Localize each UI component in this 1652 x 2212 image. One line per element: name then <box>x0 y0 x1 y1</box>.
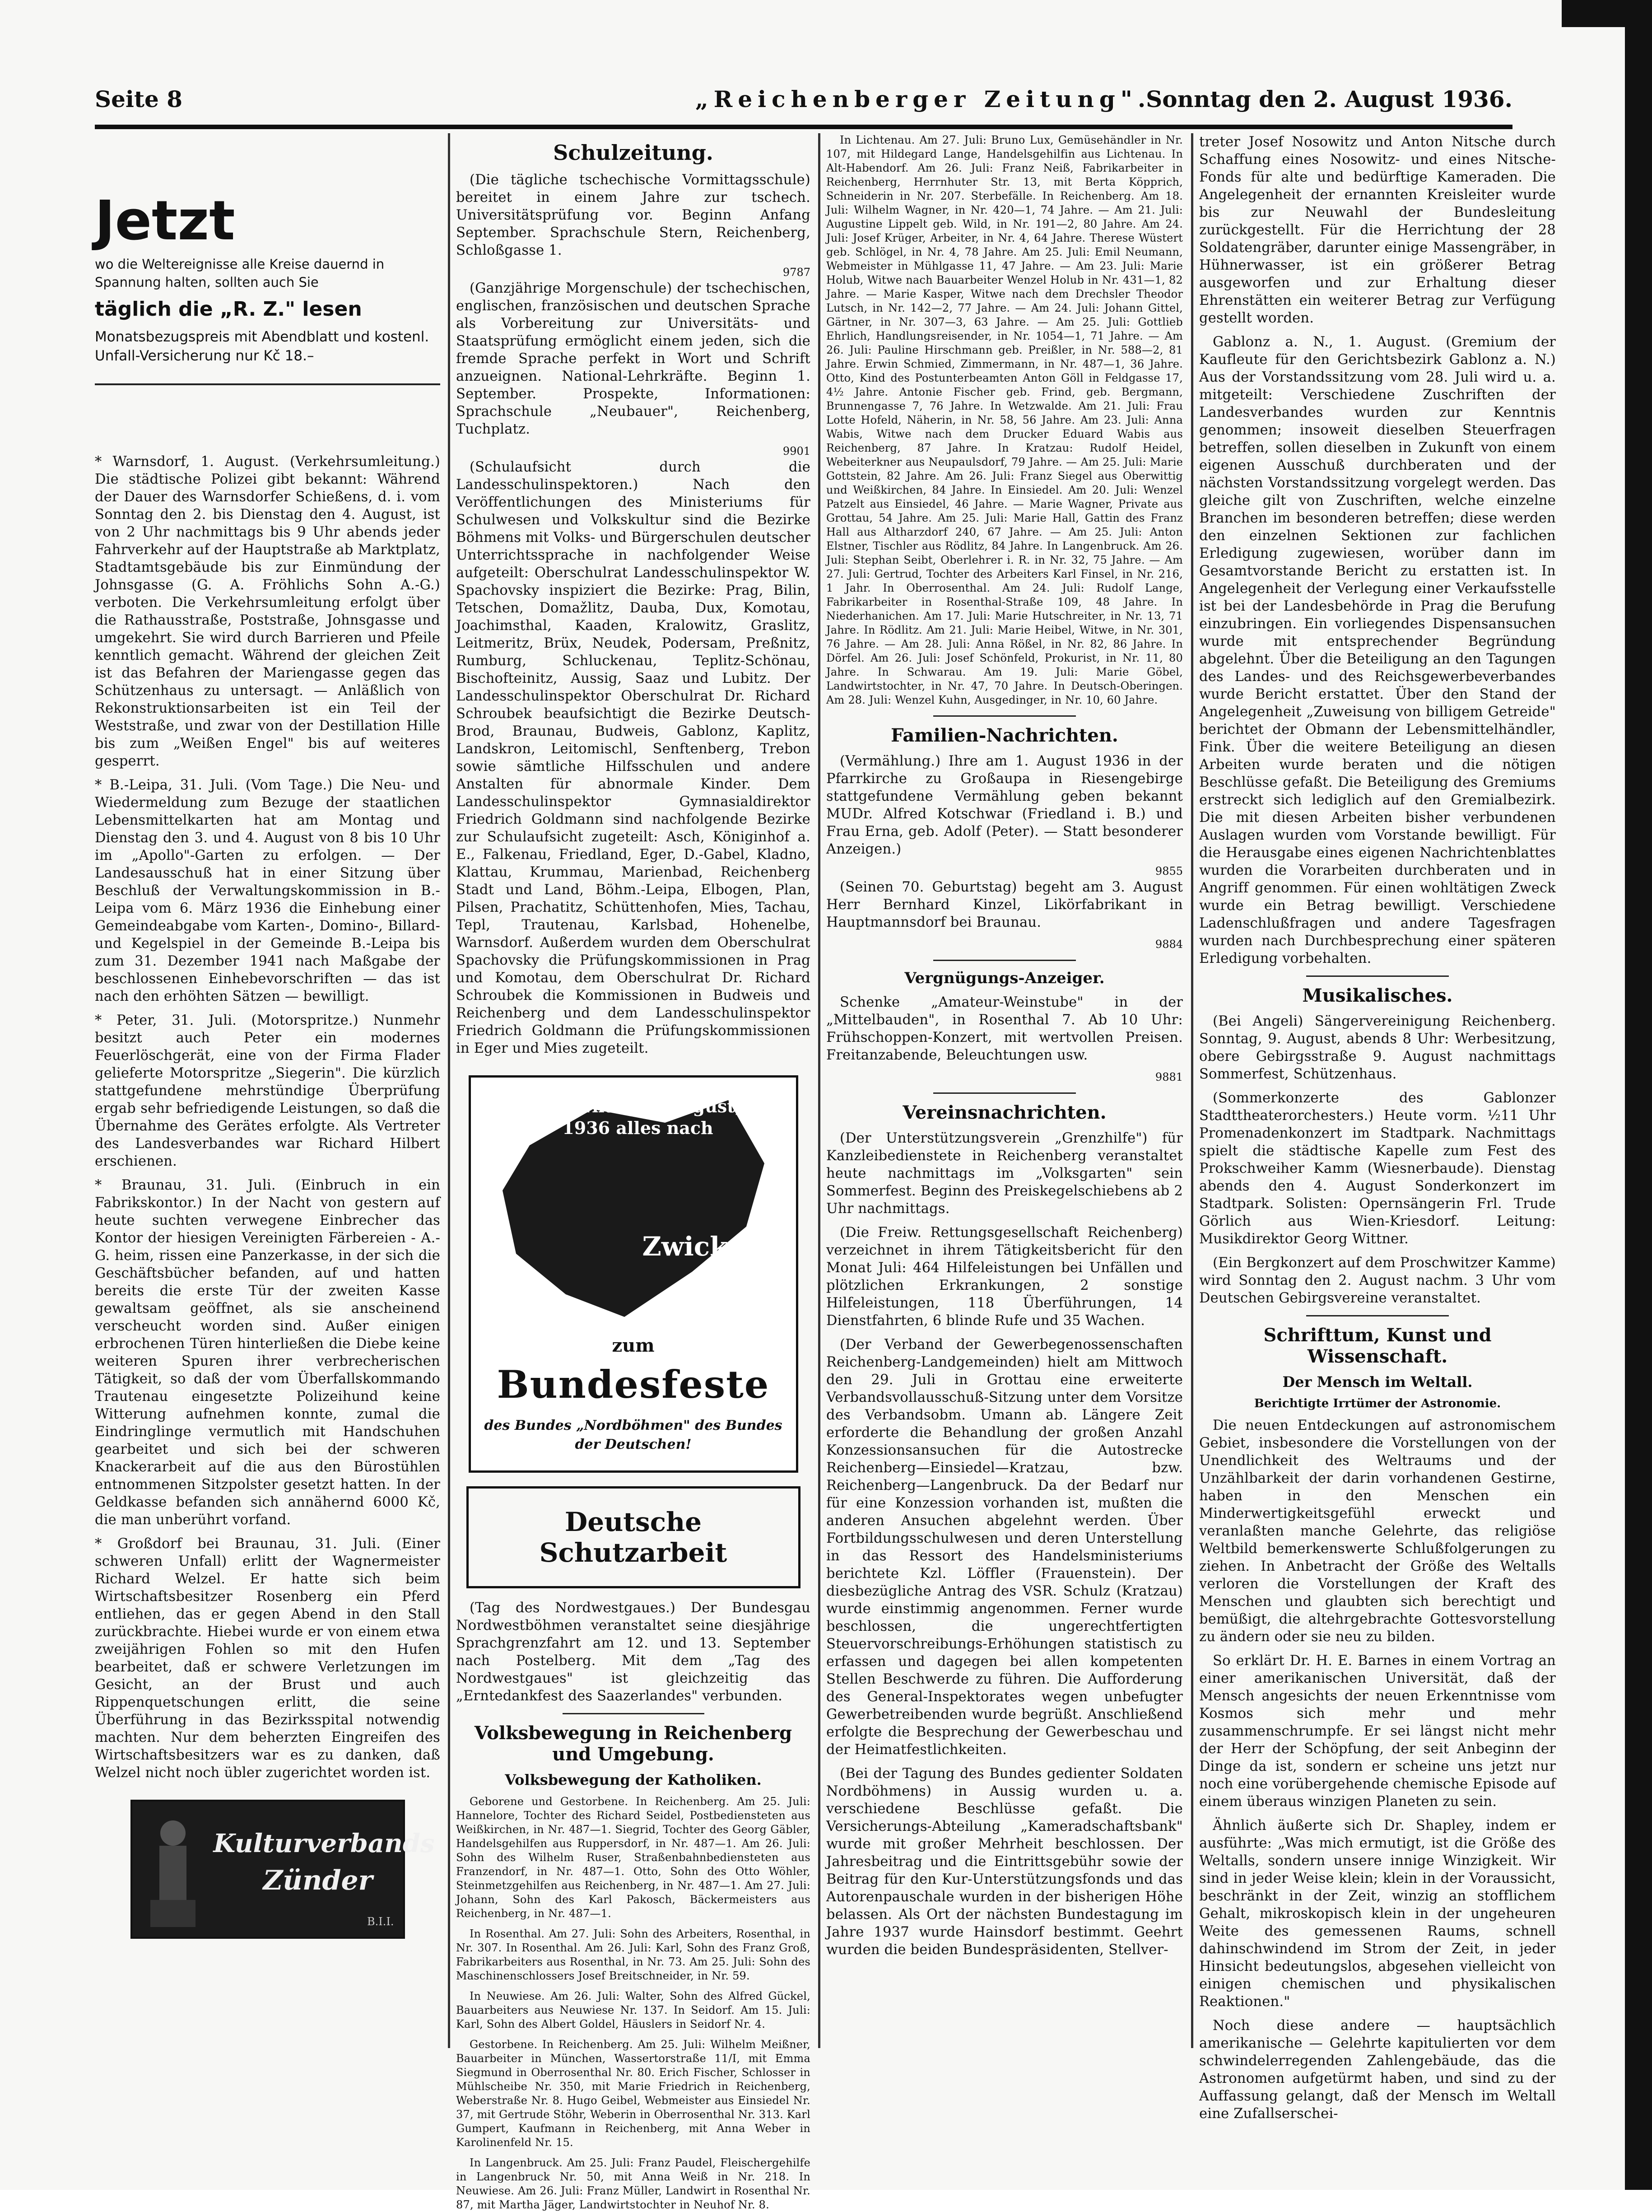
column-divider <box>1191 133 1193 2048</box>
article-rettungsgesellschaft: (Die Freiw. Rettungsgesellschaft Reichenberg) verzeichnet in ihrem Tätigkeitsbericht für den Monat Juli: 464 Hilfeleistungen bei Unfällen und plötzlichen Erkrankungen, 2 sonstige Hilfeleistungen, 118 Überführungen, 14 Dienstfahrten, 6 blinde Rufe und 35 Wachen. <box>826 1225 1183 1329</box>
scan-edge-right <box>1625 0 1652 2190</box>
ad-sub: des Bundes „Nordböhmen" des Bundes der Deutschen! <box>484 1418 782 1452</box>
separator <box>933 1092 1076 1094</box>
ad-line3: Monatsbezugspreis mit Abendblatt und kostenl. Unfall-Versicherung nur Kč 18.– <box>95 329 429 364</box>
notice-geburtstag: (Seinen 70. Geburtstag) begeht am 3. August Herr Bernhard Kinzel, Likörfabrikant in Hauptmannsdorf bei Braunau. <box>826 879 1183 930</box>
ad-bundesfeste: Bundesfeste <box>497 1362 770 1407</box>
article-schulaufsicht: (Schulaufsicht durch die Landesschulinspektoren.) Nach den Veröffentlichungen des Ministeriums für Schulwesen und Volkskultur sind die Bezirke Böhmens mit Volks- und Bürgerschulen deutscher Unterrichtssprache in nachfolgender Weise aufgeteilt: Oberschulrat Landesschulinspektor W. Spachovsky inspiziert die Bezirke: Prag, Bilin, Tetschen, Domažlitz, Dauba, Dux, Komotau, Joachimsthal, Kaaden, Kralowitz, Graslitz, Leitmeritz, Brüx, Neudek, Podersam, Preßnitz, Rumburg, Schluckenau, Teplitz-Schönau, Bischofteinitz, Aussig, Saaz und Lubitz. Der Landesschulinspektor Oberschulrat Dr. Richard Schroubek beaufsichtigt die Bezirke Deutsch-Brod, Braunau, Budweis, Gablonz, Kaplitz, Landskron, Leitomischl, Senftenberg, Trebon sowie sämtliche Hilfsschulen und andere Anstalten für abnormale Kinder. Dem Landesschulinspektor Gymnasialdirektor Friedrich Goldmann sind nachfolgende Bezirke zur Schulaufsicht zugeteilt: Asch, Königinhof a. E., Falkenau, Friedland, Eger, D.-Gabel, Kladno, Klattau, Krummau, Marienbad, Reichenberg Stadt und Land, Böhm.-Leipa, Elbogen, Plan, Pilsen, Prachatitz, Schüttenhofen, Mies, Tachau, Tepl, Trautenau, Karlsbad, Hohenelbe, Warnsdorf. Außerdem wurden dem Oberschulrat Spachovsky die Prüfungskommissionen in Prag und Komotau, dem Oberschulrat Dr. Richard Schroubek die Kommissionen in Budweis und Reichenberg und dem Landesschulinspektor Friedrich Goldmann die Prüfungskommissionen in Eger und Mies zugeteilt. <box>456 459 810 1056</box>
ad-date-text: Am Erntings (August) 1936 alles nach <box>532 1096 743 1138</box>
article-gablonz: Gablonz a. N., 1. August. (Gremium der Kaufleute für den Gerichtsbezirk Gablonz a. N.) Aus der Vorstandssitzung vom 28. Juli wird u. a. mitgeteilt: Verschiedene Zuschriften der Landesverbandes wurden zur Kenntnis genommen; insoweit dieselben Steuerfragen betreffen, sollen dieselben in Zukunft von einem eigenen Ausschuß durchberaten und der nächsten Vorstandssitzung vorgelegt werden. Das gleiche gilt von Zuschriften, welche einzelne Branchen im besonderen betreffen; diese werden den einzelnen Sektionen zur fachlichen Erledigung zugewiesen, worüber dann im Gesamtvorstande Bericht zu erstatten ist. In Angelegenheit der Verlegung einer Verkaufsstelle ist bei der Landesbehörde in Prag die Berufung einzubringen. Ein vorliegendes Dispensansuchen wurde mit entsprechender Begründung abgelehnt. Über die Beteiligung an den Tagungen des Landes- und des Reichsgewerbeverbandes wurde Bericht erstattet. Über den Stand der Angelegenheit „Zuweisung von billigem Getreide" berichtet der Obmann der Lebensmittelhändler, Fink. Über die weitere Beteiligung an diesen Arbeiten wurde beraten und die nötigen Beschlüsse gefaßt. Die Beteiligung des Gremiums erstreckt sich lediglich auf den Gremialbezirk. Die mit diesen Arbeiten bisher verbundenen Auslagen wurden vom Vorstande bewilligt. Für die Herausgabe eines eigenen Nachrichtenblattes wurden die Vorarbeiten durchberaten und in Angriff genommen. Für einen wohltätigen Zweck wurde ein Betrag bewilligt. Verschiedene Ladenschlußfragen und andere Tagesfragen wurden nach Durchbesprechung einer späteren Erledigung vorbehalten. <box>1199 334 1556 966</box>
section-heading-schutzarbeit: Deutsche Schutzarbeit <box>466 1486 800 1588</box>
ad-line2: täglich die „R. Z." lesen <box>95 298 362 321</box>
section-heading-volksbewegung: Volksbewegung in Reichenberg und Umgebung. <box>474 1722 792 1765</box>
article-gewerbegenossenschaften: (Der Verband der Gewerbegenossenschaften Reichenberg-Landgemeinden) hielt am Mittwoch den 29. Juli in Grottau eine erweiterte Verbandsvollausschuß-Sitzung unter dem Vorsitze des Verbandsobm. Umann ab. Längere Zeit erforderte die Behandlung der großen Anzahl Konzessionsansuchen für die Autostrecke Reichenberg—Einsiedel—Kratzau, bzw. Reichenberg—Langenbruck. Da der Bedarf nur für eine Konzession vorhanden ist, mußten die anderen Ansuchen abgelehnt werden. Über Fortbildungsschulwesen und deren Unterstellung in das Ressort des Handelsministeriums berichtete Kzl. Löffler (Frauenstein). Der diesbezügliche Antrag des VSR. Schulz (Kratzau) wurde einstimmig angenommen. Ferner wurde beschlossen, die ungerechtfertigten Steuervorschreibungs-Erhöhungen statistisch zu erfassen und dagegen bei allen kompetenten Stellen Beschwerde zu führen. Die Aufforderung des General-Inspektorates wegen unbefugter Gewerbetreibenden wurde begrüßt. Anschließend erfolgte die Besprechung der Gewerbeschau und der Heimatfestlichkeiten. <box>826 1337 1183 1758</box>
column-2 <box>456 133 810 2211</box>
article-weltall-p1: Die neuen Entdeckungen auf astronomischem Gebiet, insbesondere die Vorstellungen von der Unendlichkeit des Weltraums und der Unzählbarkeit der darin vorhandenen Gestirne, haben in den Menschen ein Minderwertigkeitsgefühl erweckt und veranlaßten manche Gelehrte, das religiöse Weltbild bemerkenswerte Schlußfolgerungen zu ziehen. In Anbetracht der Größe des Weltalls verloren die Vorstellungen der Kraft des Menschen und glaubten sich berechtigt und bemüßigt, die altehrgebrachte Gottesvorstellung zu ändern oder sie neu zu bilden. <box>1199 1418 1556 1645</box>
ad-city: Zwickau <box>642 1231 764 1262</box>
ad-title2: Zünder <box>263 1865 373 1896</box>
notice-vergnuegung: Schenke „Amateur-Weinstube" in der „Mittelbauden", in Rosenthal 7. Ab 10 Uhr: Frühschoppen-Konzert, mit wertvollen Preisen. Freitanzabende, Beleuchtungen usw. <box>826 994 1183 1063</box>
header-rule <box>95 125 1512 129</box>
column-divider <box>818 133 820 2048</box>
vital-records: Geborene und Gestorbene. In Reichenberg. Am 25. Juli: Hannelore, Tochter des Richard Seidel, Postbediensteten aus Weißkirchen, in Nr. 487—1. Siegrid, Tochter des Georg Gäbler, Handelsgehilfen aus Ruppersdorf, in Nr. 487—1. Am 26. Juli: Sohn des Wilhelm Ruser, Straßenbahnbediensteten aus Franzendorf, in Nr. 487—1. Otto, Sohn des Otto Wöhler, Steinmetzgehilfen aus Reichenberg, in Nr. 487—1. Am 27. Juli: Johann, Sohn des Karl Pakosch, Bäckermeisters aus Reichenberg, in Nr. 487—1. <box>456 1795 810 1920</box>
article-bleipa: * B.-Leipa, 31. Juli. (Vom Tage.) Die Neu- und Wiedermeldung zum Bezuge der staatlichen Lebensmittelkarten hat am Montag und Dienstag den 3. und 4. August von 8 bis 10 Uhr im „Apollo"-Garten zu erfolgen. — Der Landesausschuß hat in einer Sitzung über Beschluß der Verwaltungskommission in B.-Leipa vom 6. März 1936 die Einhebung einer Gemeindeabgabe vom Karten-, Domino-, Billard- und Kegelspiel in der Gemeinde B.-Leipa bis zum 31. Dezember 1941 nach Maßgabe der beschlossenen Einhebevorschriften — das ist nach den erhöhten Sätzen — bewilligt. <box>95 777 440 1004</box>
bundesfest-ad <box>469 1075 798 1473</box>
subheading-astronomie: Berichtigte Irrtümer der Astronomie. <box>1254 1397 1501 1410</box>
article-grossdorf: * Großdorf bei Braunau, 31. Juli. (Einer schweren Unfall) erlitt der Wagnermeister Richard Welzel. Er hatte sich beim Wirtschaftsbesitzer Rosenberg ein Pferd entliehen, das er gegen Abend in den Stall zurückbrachte. Hiebei wurde er von einem etwa zweijährigen Fohlen so mit den Hufen bearbeitet, daß er schwere Verletzungen im Gesicht, an der Brust und auch Rippenquetschungen erlitt, die seine Überführung in das Bezirksspital notwendig machten. Nur dem beherzten Eingreifen des Wirtschaftsbesitzers war es zu danken, daß Welzel nicht noch übler zugerichtet worden ist. <box>95 1536 440 1781</box>
separator <box>563 1713 704 1714</box>
section-heading-familien: Familien-Nachrichten. <box>891 725 1118 746</box>
article-soldatenbund: (Bei der Tagung des Bundes gedienter Soldaten Nordböhmens) in Aussig wurden u. a. verschiedene Beschlüsse gefaßt. Die Versicherungs-Abteilung „Kameradschaftsbank" wurde mit großer Mehrheit beschlossen. Der Jahresbeitrag und die Eintrittsgebühr sowie der Beitrag für den Kur-Unterstützungsfonds und das Autorenpauschale wurden in der bisherigen Höhe belassen. Als Ort der nächsten Bundestagung im Jahre 1937 wurde Hainsdorf bestimmt. Geehrt wurden die beiden Bundespräsidenten, Stellver- <box>826 1766 1183 1958</box>
article-peter: * Peter, 31. Juli. (Motorspritze.) Nunmehr besitzt auch Peter ein modernes Feuerlöschgerät, eine von der Firma Flader gelieferte Motorspritze „Siegerin". Die kürzlich stattgefundene mehrstündige Überprüfung ergab sehr befriedigende Leistungen, so daß die Übernahme des Gerätes erfolgte. Als Vertreter des Landesverbandes war Richard Hilbert erschienen. <box>95 1013 440 1169</box>
article-warnsdorf: * Warnsdorf, 1. August. (Verkehrsumleitung.) Die städtische Polizei gibt bekannt: Während der Dauer des Warnsdorfer Schießens, d. i. vom Sonntag den 2. bis Dienstag den 4. August, ist von 2 Uhr nachmittags bis 9 Uhr abends jeder Fahrverkehr auf der Hauptstraße ab Marktplatz, Stadtamtsgebäude bis zur Einmündung der Johnsgasse (G. A. Fröhlichs Sohn A.-G.) verboten. Die Verkehrsumleitung erfolgt über die Rathausstraße, Poststraße, Johnsgasse und umgekehrt. Sie wird durch Barrieren und Pfeile kenntlich gemacht. Während der gleichen Zeit ist das Befahren der Mariengasse gegen das Schützenhaus zu untersagt. — Anläßlich von Rekonstruktionsarbeiten ist ein Teil der Weststraße, und zwar von der Destillation Hille bis zum „Weißen Engel" bis auf weiteres gesperrt. <box>95 454 440 769</box>
vital-records: In Rosenthal. Am 27. Juli: Sohn des Arbeiters, Rosenthal, in Nr. 307. In Rosenthal. Am 26. Juli: Karl, Sohn des Franz Groß, Fabrikarbeiters aus Rosenthal, in Nr. 73. Am 25. Juli: Sohn des Maschinenschlossers Josef Breitschneider, in Nr. 59. <box>456 1927 810 1982</box>
subheading-weltall: Der Mensch im Weltall. <box>1282 1373 1473 1391</box>
section-heading-schulzeitung: Schulzeitung. <box>553 140 713 165</box>
ad-zum: zum <box>612 1335 655 1356</box>
article-weltall-p2: So erklärt Dr. H. E. Barnes in einem Vortrag an einer amerikanischen Universität, daß der Mensch angesichts der neuen Erkenntnisse vom Kosmos sich mehr und mehr zusammenschrumpfe. Er sei längst nicht mehr der Herr der Schöpfung, der seit Anbeginn der Dinge da ist, sondern er scheine uns jetzt nur noch eine vorübergehende chemische Episode auf einem überaus winzigen Planeten zu sein. <box>1199 1653 1556 1810</box>
article-grenzhilfe: (Der Unterstützungsverein „Grenzhilfe") für Kanzleibedienstete in Reichenberg veranstaltet heute nachmittags im „Volksgarten" sein Sommerfest. Beginn des Preiskegelschiebens ab 2 Uhr nachmittags. <box>826 1130 1183 1217</box>
notice-number: 9884 <box>1155 938 1183 951</box>
notice-morgenschule: (Ganzjährige Morgenschule) der tschechischen, englischen, französischen und deutschen Sprache als Vorbereitung zur Universitäts- und Staatsprüfung ermöglicht einem jeden, sich die fremde Sprache perfekt in Wort und Schrift anzueignen. National-Lehrkräfte. Beginn 1. September. Prospekte, Informationen: Sprachschule „Neubauer", Reichenberg, Tuchplatz. <box>456 280 810 437</box>
notice-number: 9881 <box>1155 1071 1183 1083</box>
article-weltall-p4: Noch diese andere — hauptsächlich amerikanische — Gelehrte kapitulierten vor dem schwindelerregenden Zahlengebäude, das die Astronomen aufgetürmt haben, und sind zu der Auffassung gelangt, daß der Mensch im Weltall eine Zufallserschei- <box>1199 2018 1556 2122</box>
section-heading-musik: Musikalisches. <box>1302 985 1453 1006</box>
section-heading-vereine: Vereinsnachrichten. <box>903 1102 1107 1123</box>
notice-bergkonzert: (Ein Bergkonzert auf dem Proschwitzer Kamme) wird Sonntag den 2. August nachm. 3 Uhr vom Deutschen Gebirgsvereine veranstaltet. <box>1199 1255 1556 1306</box>
notice-sommerkonzerte: (Sommerkonzerte des Gablonzer Stadttheaterorchesters.) Heute vorm. ½11 Uhr Promenadenkonzert im Stadtpark. Nachmittags spielt die städtische Kapelle zum Fest des Prokschweiher Kamm (Wiesnerbaude). Dienstag abends den 4. August Sonderkonzert im Stadtpark. Solisten: Opernsängerin Frl. Trude Görlich aus Wien-Kriesdorf. Leitung: Musikdirektor Georg Wittner. <box>1199 1090 1556 1247</box>
issue-date: Sonntag den 2. August 1936. <box>1146 86 1512 112</box>
notice-saengervereinigung: (Bei Angeli) Sängervereinigung Reichenberg. Sonntag, 9. August, abends 8 Uhr: Werbesitzung, obere Gebirgsstraße 9. August nachmittags Sommerfest, Schützenhaus. <box>1199 1013 1556 1082</box>
column-1 <box>95 133 440 2048</box>
notice-number: 9787 <box>782 266 810 279</box>
section-heading-schrifttum: Schrifttum, Kunst und Wissenschaft. <box>1263 1325 1492 1367</box>
separator <box>1306 1315 1449 1316</box>
column-4 <box>1199 133 1556 2122</box>
notice-vormittagsschule: (Die tägliche tschechische Vormittagsschule) bereitet in einem Jahre zur tschech. Universitätsprüfung vor. Beginn Anfang September. Sprachschule Stern, Reichenberg, Schloßgasse 1. <box>456 172 810 258</box>
column-3 <box>826 133 1183 2048</box>
notice-number: 9901 <box>782 445 810 457</box>
separator <box>933 715 1076 717</box>
column-divider <box>448 133 450 2048</box>
vital-records: Gestorbene. In Reichenberg. Am 25. Juli: Wilhelm Meißner, Bauarbeiter in München, Wassertorstraße 11/I, mit Emma Siegmund in Oberrosenthal Nr. 80. Erich Fischer, Schlosser in Mühlscheibe Nr. 350, mit Marie Friedrich in Reichenberg, Weberstraße Nr. 8. Hugo Geibel, Webmeister aus Einsiedel Nr. 37, mit Gertrude Stöhr, Weberin in Oberrosenthal Nr. 313. Karl Gumpert, Kaufmann in Reichenberg, mit Anna Weber in Karolinenfeld Nr. 15. <box>456 2038 810 2149</box>
article-braunau: * Braunau, 31. Juli. (Einbruch in ein Fabrikskontor.) In der Nacht von gestern auf heute suchten verwegene Einbrecher das Kontor der hiesigen Vereinigten Färbereien - A.-G. heim, rissen eine Panzerkasse, in der sich die Geschäftsbücher befanden, auf und hatten bereits die erste Tür der zweiten Kasse gewaltsam geöffnet, als sie anscheinend verscheucht worden sind. Außer einigen erbrochenen Türen hinterließen die Diebe keine weiteren Spuren ihrer verbrecherischen Tätigkeit, so daß der vom Überfallskommando Trautenau eingesetzte Polizeihund keine Witterung aufnehmen konnte, zumal die Eindringlinge vermutlich mit Handschuhen gearbeitet und sich bei der schweren Knackerarbeit auf die aus den Bürostühlen entnommenen Sitzpolster gesetzt hatten. In der Geldkasse befanden sich annähernd 6000 Kč, die man unberührt vorfand. <box>95 1177 440 1528</box>
scan-edge-top <box>1562 0 1652 27</box>
notice-vermaehlung: (Vermählung.) Ihre am 1. August 1936 in der Pfarrkirche zu Großaupa in Riesengebirge stattgefundene Vermählung geben bekannt MUDr. Alfred Kotschwar (Friedland i. B.) und Frau Erna, geb. Adolf (Peter). — Statt besonderer Anzeigen.) <box>826 753 1183 857</box>
kulturverband-ad <box>130 1800 435 1939</box>
masthead: „Reichenberger Zeitung". <box>695 86 1151 112</box>
ad-headline: Jetzt <box>95 190 235 252</box>
ad-line1: wo die Weltereignisse alle Kreise dauernd in Spannung halten, sollten auch Sie <box>95 257 385 290</box>
separator <box>1306 975 1449 977</box>
vital-records: In Langenbruck. Am 25. Juli: Franz Paudel, Fleischergehilfe in Langenbruck Nr. 50, mit Anna Weiß in Nr. 218. In Neuwiese. Am 26. Juli: Franz Müller, Landwirt in Rosenthal Nr. 87, mit Martha Jäger, Landwirtstochter in Neuhof Nr. 8. <box>456 2156 810 2211</box>
notice-number: 9855 <box>1155 865 1183 877</box>
vital-records: In Neuwiese. Am 26. Juli: Walter, Sohn des Alfred Gückel, Bauarbeiters aus Neuwiese Nr. 137. In Seidorf. Am 15. Juli: Karl, Sohn des Albert Goldel, Häuslers in Seidorf Nr. 4. <box>456 1990 810 2030</box>
page-number: Seite 8 <box>95 86 183 112</box>
article-weltall-p3: Ähnlich äußerte sich Dr. Shapley, indem er ausführte: „Was mich ermutigt, ist die Größe des Weltalls, sondern unsere innige Winzigkeit. Wir sind in jeder Weise klein; klein in der Voraussicht, beschränkt in der Zeit, winzig an stofflichem Gehalt, mikroskopisch klein in der ungeheuren Weite des gemessenen Raums, schnell dahinschwindend im Strom der Zeit, in jeder Hinsicht bedeutungslos, abgesehen vielleicht von einigen chemischen und physikalischen Reaktionen." <box>1199 1818 1556 2010</box>
subheading-katholiken: Volksbewegung der Katholiken. <box>505 1771 762 1788</box>
article-soldatenbund-cont: treter Josef Nosowitz und Anton Nitsche durch Schaffung eines Nosowitz- und eines Nitsche-Fonds für alte und bedürftige Kameraden. Die Angelegenheit der ernannten Kreisleiter wurde bis zur Neuwahl der Bundesleitung zurückgestellt. Für die Herrichtung der 28 Soldatengräber, darunter einige Massengräber, in Hühnerwasser, ist ein größerer Betrag ausgeworfen und zur Erhaltung dieser Ehrenstätten ein weiterer Betrag zur Verfügung gestellt worden. <box>1199 134 1556 326</box>
article-nordwestgau: (Tag des Nordwestgaues.) Der Bundesgau Nordwestböhmen veranstaltet seine diesjährige Sprachgrenzfahrt am 12. und 13. September nach Postelberg. Mit dem „Tag des Nordwestgaues" ist gleichzeitig das „Erntedankfest des Saazerlandes" verbunden. <box>456 1600 810 1704</box>
ad-title1: Kulturverbands <box>213 1829 435 1858</box>
vital-records: In Lichtenau. Am 27. Juli: Bruno Lux, Gemüsehändler in Nr. 107, mit Hildegard Lange, Handelsgehilfin aus Lichtenau. In Alt-Habendorf. Am 26. Juli: Franz Neiß, Fabrikarbeiter in Reichenberg, Herrnhuter Str. 13, mit Berta Köpprich, Schneiderin in Nr. 207. Sterbefälle. In Reichenberg. Am 18. Juli: Wilhelm Wagner, in Nr. 420—1, 74 Jahre. — Am 21. Juli: Augustine Lippelt geb. Wild, in Nr. 191—2, 80 Jahre. Am 24. Juli: Josef Krüger, Arbeiter, in Nr. 4, 64 Jahre. Therese Wüstert geb. Schlögel, in Nr. 4, 78 Jahre. Am 25. Juli: Emil Neumann, Webmeister in Mühlgasse 11, 47 Jahre. — Am 23. Juli: Marie Holub, Witwe nach Bauarbeiter Wenzel Holub in Nr. 431—1, 82 Jahre. — Marie Kasper, Witwe nach dem Drechsler Theodor Lutsch, in Nr. 142—2, 77 Jahre. — Am 24. Juli: Johann Gittel, Gärtner, in Nr. 307—3, 63 Jahre. — Am 25. Juli: Gottlieb Ehrlich, Handlungsreisender, in Nr. 1054—1, 71 Jahre. — Am 26. Juli: Pauline Hirschmann geb. Preißler, in Nr. 588—2, 81 Jahre. Erwin Schmied, Zimmermann, in Nr. 487—1, 36 Jahre. Otto, Kind des Postunterbeamten Anton Göll in Feldgasse 17, 4½ Jahre. Antonie Fischer geb. Frind, geb. Bergmann, Brunnengasse 7, 76 Jahre. In Wetzwalde. Am 21. Juli: Frau Lotte Hofeld, Näherin, in Nr. 58, 56 Jahre. Am 23. Juli: Anna Wabis, Witwe nach dem Drucker Eduard Wabis aus Reichenberg, 87 Jahre. In Kratzau: Rudolf Heidel, Webeiterkner aus Neupaulsdorf, 79 Jahre. — Am 25. Juli: Marie Gottstein, 82 Jahre. Am 26. Juli: Franz Siegel aus Oberwittig und Weißkirchen, 84 Jahre. In Einsiedel. Am 20. Juli: Wenzel Patzelt aus Einsiedel, 46 Jahre. — Marie Wagner, Private aus Grottau, 54 Jahre. Am 25. Juli: Marie Hall, Gattin des Franz Hall aus Altharzdorf 240, 67 Jahre. — Am 25. Juli: Anton Elstner, Tischler aus Rödlitz, 84 Jahre. In Langenbruck. Am 26. Juli: Stephan Seibt, Oberlehrer i. R. in Nr. 32, 75 Jahre. — Am 27. Juli: Gertrud, Tochter des Arbeiters Karl Finsel, in Nr. 216, 1 Jahr. In Oberrosenthal. Am 24. Juli: Rudolf Lange, Fabrikarbeiter in Rosenthal-Straße 109, 48 Jahre. In Niederhanichen. Am 17. Juli: Marie Hutschreiter, in Nr. 13, 71 Jahre. In Rödlitz. Am 21. Juli: Marie Heibel, Witwe, in Nr. 301, 76 Jahre. — Am 28. Juli: Anna Rößel, in Nr. 82, 86 Jahre. In Dörfel. Am 26. Juli: Josef Schönfeld, Prokurist, in Nr. 11, 80 Jahre. In Schwarau. Am 19. Juli: Marie Göbel, Landwirtstochter, in Nr. 47, 70 Jahre. In Deutsch-Oberingen. Am 28. Juli: Wenzel Kuhn, Ausgedinger, in Nr. 10, 60 Jahre. <box>826 134 1183 706</box>
subscription-ad <box>95 133 440 385</box>
section-heading-vergnuegung: Vergnügungs-Anzeiger. <box>904 969 1105 987</box>
separator <box>933 960 1076 961</box>
page-header <box>95 86 1512 122</box>
ad-mark: B.I.I. <box>367 1915 394 1928</box>
